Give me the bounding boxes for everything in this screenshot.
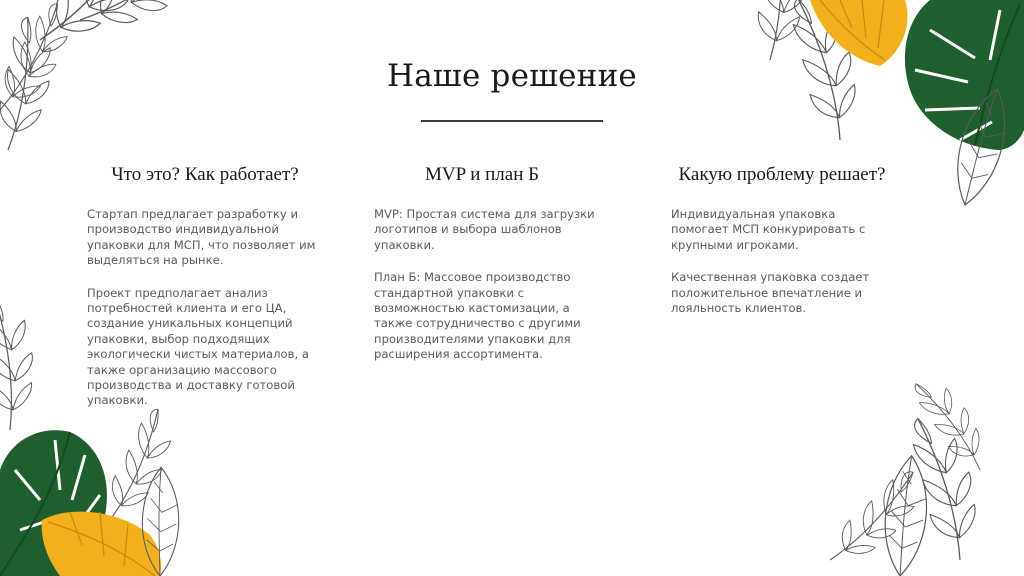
- page-title: Наше решение: [387, 58, 637, 94]
- paragraph: Качественная упаковка создает положительное впечатление и лояльность клиентов.: [671, 270, 870, 316]
- paragraph: MVP: Простая система для загрузки логотипов и выбора шаблонов упаковки.: [374, 207, 595, 252]
- column-heading-problem: Какую проблему решает?: [678, 164, 886, 185]
- monstera-leaf-icon: [42, 512, 161, 576]
- paragraph: Индивидуальная упаковка помогает МСП конкурировать с крупными игроками.: [671, 207, 866, 252]
- column-body-what: [87, 207, 332, 426]
- fern-leaf-icon: [15, 0, 178, 47]
- column-body-mvp: [374, 207, 599, 380]
- fern-leaf-icon: [0, 296, 57, 432]
- paragraph: План Б: Массовое производство стандартной упаковки с возможностью кастомизации, а также сотрудничество с другими производителями упаковки для расширения ассортимента.: [374, 270, 581, 362]
- fern-leaf-icon: [811, 471, 933, 565]
- column-heading-mvp: MVP и план Б: [424, 164, 540, 185]
- paragraph: Проект предполагает анализ потребностей клиента и его ЦА, создание уникальных концепций упаковки, выбор подходящих экологически чистых материалов, а также организацию массового производства и доставку готовой упаковки.: [87, 285, 309, 408]
- paragraph: Стартап предлагает разработку и производство индивидуальной упаковки для МСП, что позволяет им выделяться на рынке.: [87, 207, 316, 268]
- monstera-leaf-icon: [810, 0, 908, 66]
- column-heading-what: Что это? Как работает?: [111, 164, 299, 185]
- column-body-problem: [671, 207, 891, 333]
- title-divider: [421, 120, 603, 122]
